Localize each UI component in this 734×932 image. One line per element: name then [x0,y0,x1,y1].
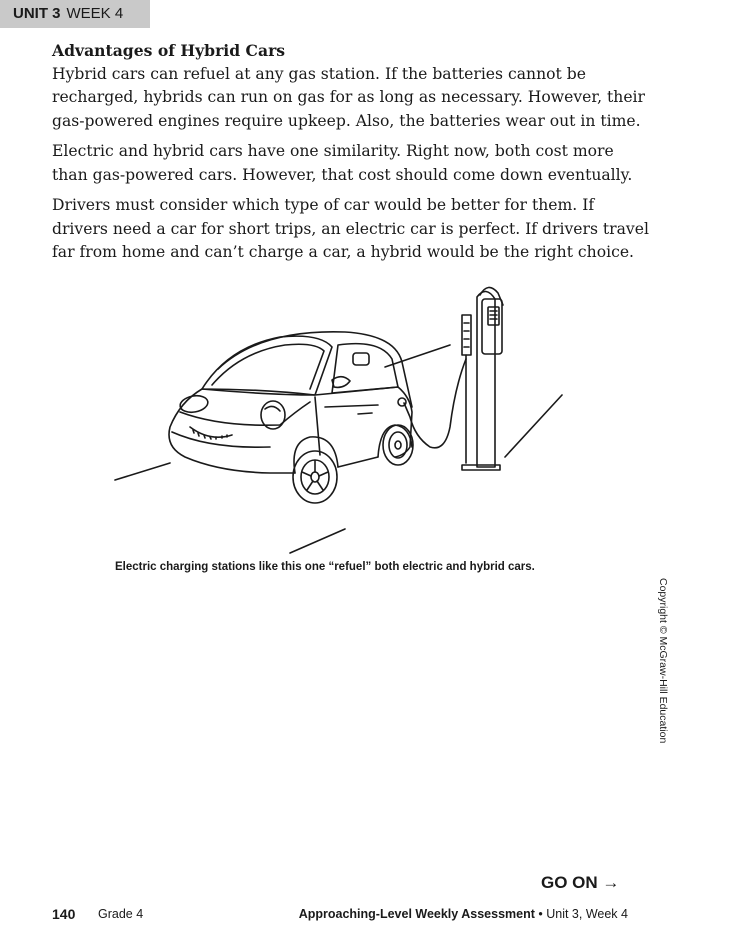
assessment-footer [299,907,628,921]
electric-car-icon [169,332,413,503]
article-paragraph-3: Drivers must consider which type of car would be better for them. If drivers need a car for short trips, an electric car is perfect. If drivers travel far from home and can’t charge a car, a hybrid would be the right choice. [52,196,649,261]
article-heading: Advantages of Hybrid Cars [52,41,286,60]
go-on-button[interactable]: GO ON → [541,873,620,892]
article [52,39,652,272]
charging-station-icon [462,287,503,470]
car-charging-illustration [110,277,580,557]
footer-separator: • [534,907,547,921]
article-paragraph-1: Hybrid cars can refuel at any gas station. If the batteries cannot be recharged, hybrids can run on gas for as long as necessary. However, their gas-powered engines require upkeep. Also, the batteries wear out in time. [52,64,646,130]
unit-week-tab [0,0,150,28]
copyright-notice [657,578,675,748]
page-number: 140 [52,906,76,922]
charging-cable-icon [404,359,466,448]
assessment-title: Approaching-Level Weekly Assessment [298,907,535,921]
week-label: WEEK 4 [66,5,124,22]
copyright-text: Copyright © McGraw-Hill Education [657,578,669,744]
grade-label: Grade 4 [98,907,144,921]
figure-caption: Electric charging stations like this one “refuel” both electric and hybrid cars. [115,561,535,573]
article-paragraph-2: Electric and hybrid cars have one similarity. Right now, both cost more than gas-powered cars. However, that cost should come down eventually. [52,142,633,184]
footer-unit-week: Unit 3, Week 4 [546,907,628,921]
unit-label: UNIT 3 [13,5,61,22]
